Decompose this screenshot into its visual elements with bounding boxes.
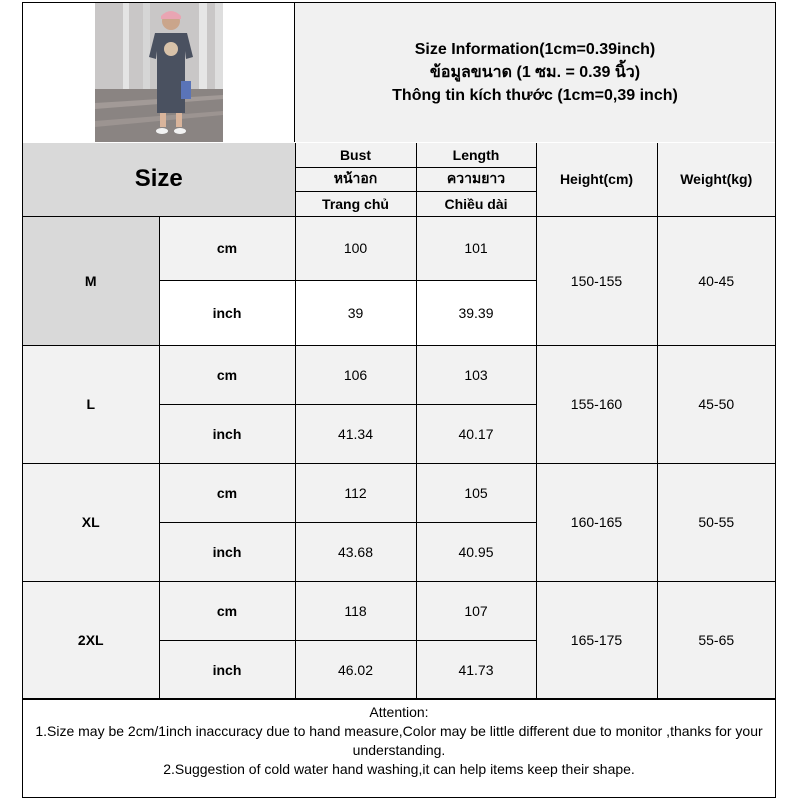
weight-range: 40-45 [657, 216, 775, 345]
size-m-label: M [23, 216, 159, 345]
height-range: 150-155 [536, 216, 657, 345]
bust-cm: 112 [295, 463, 416, 522]
attention-notes [23, 698, 775, 797]
unit-cm-label: cm [159, 345, 295, 404]
title-thai: ข้อมูลขนาด (1 ซม. = 0.39 นิ้ว) [429, 64, 641, 81]
length-header-vi: Chiều dài [416, 191, 536, 216]
unit-cm-label: cm [159, 216, 295, 280]
bust-cm: 100 [295, 216, 416, 280]
header [23, 3, 775, 144]
size-header: Size [23, 143, 295, 216]
weight-range: 55-65 [657, 581, 775, 699]
height-range: 160-165 [536, 463, 657, 581]
attention-line-2: 2.Suggestion of cold water hand washing,it can help items keep their shape. [163, 761, 635, 777]
attention-line-1: 1.Size may be 2cm/1inch inaccuracy due to hand measure,Color may be little different due to monitor ,thanks for your understanding. [35, 723, 763, 758]
size-2xl-label: 2XL [23, 581, 159, 699]
weight-header: Weight(kg) [657, 143, 775, 216]
model-photo [23, 3, 295, 142]
unit-cm-label: cm [159, 463, 295, 522]
length-cm: 101 [416, 216, 536, 280]
size-table [23, 143, 775, 700]
table-row [23, 463, 775, 522]
length-inch: 40.17 [416, 404, 536, 463]
length-header-th: ความยาว [416, 167, 536, 191]
weight-range: 50-55 [657, 463, 775, 581]
bust-header-en: Bust [295, 143, 416, 167]
length-cm: 105 [416, 463, 536, 522]
height-range: 165-175 [536, 581, 657, 699]
model-photo-icon [23, 3, 294, 142]
table-row [23, 581, 775, 640]
length-header-en: Length [416, 143, 536, 167]
unit-inch-label: inch [159, 522, 295, 581]
unit-inch-label: inch [159, 280, 295, 345]
attention-heading: Attention: [369, 704, 429, 720]
length-inch: 40.95 [416, 522, 536, 581]
size-chart [22, 2, 776, 798]
length-cm: 103 [416, 345, 536, 404]
title-english: Size Information(1cm=0.39inch) [414, 41, 656, 58]
length-inch: 41.73 [416, 640, 536, 699]
title-vietnamese: Thông tin kích thước (1cm=0,39 inch) [392, 87, 678, 104]
unit-inch-label: inch [159, 404, 295, 463]
size-l-label: L [23, 345, 159, 463]
length-inch: 39.39 [416, 280, 536, 345]
bust-inch: 46.02 [295, 640, 416, 699]
size-xl-label: XL [23, 463, 159, 581]
bust-header-th: หน้าอก [295, 167, 416, 191]
table-row [23, 216, 775, 280]
unit-cm-label: cm [159, 581, 295, 640]
unit-inch-label: inch [159, 640, 295, 699]
table-row [23, 345, 775, 404]
size-info-title [295, 3, 775, 142]
bust-cm: 106 [295, 345, 416, 404]
bust-inch: 39 [295, 280, 416, 345]
height-range: 155-160 [536, 345, 657, 463]
bust-header-vi: Trang chủ [295, 191, 416, 216]
length-cm: 107 [416, 581, 536, 640]
weight-range: 45-50 [657, 345, 775, 463]
bust-inch: 41.34 [295, 404, 416, 463]
height-header: Height(cm) [536, 143, 657, 216]
bust-inch: 43.68 [295, 522, 416, 581]
bust-cm: 118 [295, 581, 416, 640]
header-row-1 [23, 143, 775, 167]
